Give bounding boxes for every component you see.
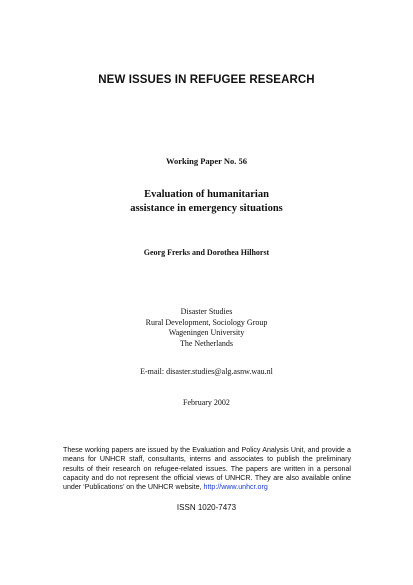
paper-title-line-1: Evaluation of humanitarian (144, 189, 269, 200)
affiliation-line-3: Wageningen University (168, 328, 245, 337)
disclaimer-text: These working papers are issued by the Evaluation and Policy Analysis Unit, and provide a means for UNHCR staff, consultants, interns and associates to publish the preliminary results of their research on refugee-related issues. The papers are written in a personal capacity and do not represent the official views of UNHCR. They are also available online under ‘Publications’ on the UNHCR website, (63, 446, 351, 492)
issn-number: ISSN 1020-7473 (176, 503, 237, 512)
publication-date: February 2002 (183, 398, 230, 407)
affiliation-line-2: Rural Development, Sociology Group (145, 317, 268, 327)
affiliation-line-4: The Netherlands (179, 338, 234, 348)
paper-title-line-2: assistance in emergency situations (130, 203, 283, 214)
paper-title (0, 188, 413, 216)
series-title: NEW ISSUES IN REFUGEE RESEARCH (98, 74, 315, 86)
working-paper-number: Working Paper No. 56 (165, 156, 248, 166)
contact-email: E-mail: disaster.studies@alg.asnw.wau.nl (140, 367, 273, 376)
disclaimer-paragraph (63, 446, 351, 492)
affiliation (0, 307, 413, 349)
affiliation-line-1: Disaster Studies (180, 307, 233, 316)
unhcr-website-link[interactable]: http://www.unhcr.org (203, 483, 268, 492)
authors: Georg Frerks and Dorothea Hilhorst (143, 248, 270, 257)
